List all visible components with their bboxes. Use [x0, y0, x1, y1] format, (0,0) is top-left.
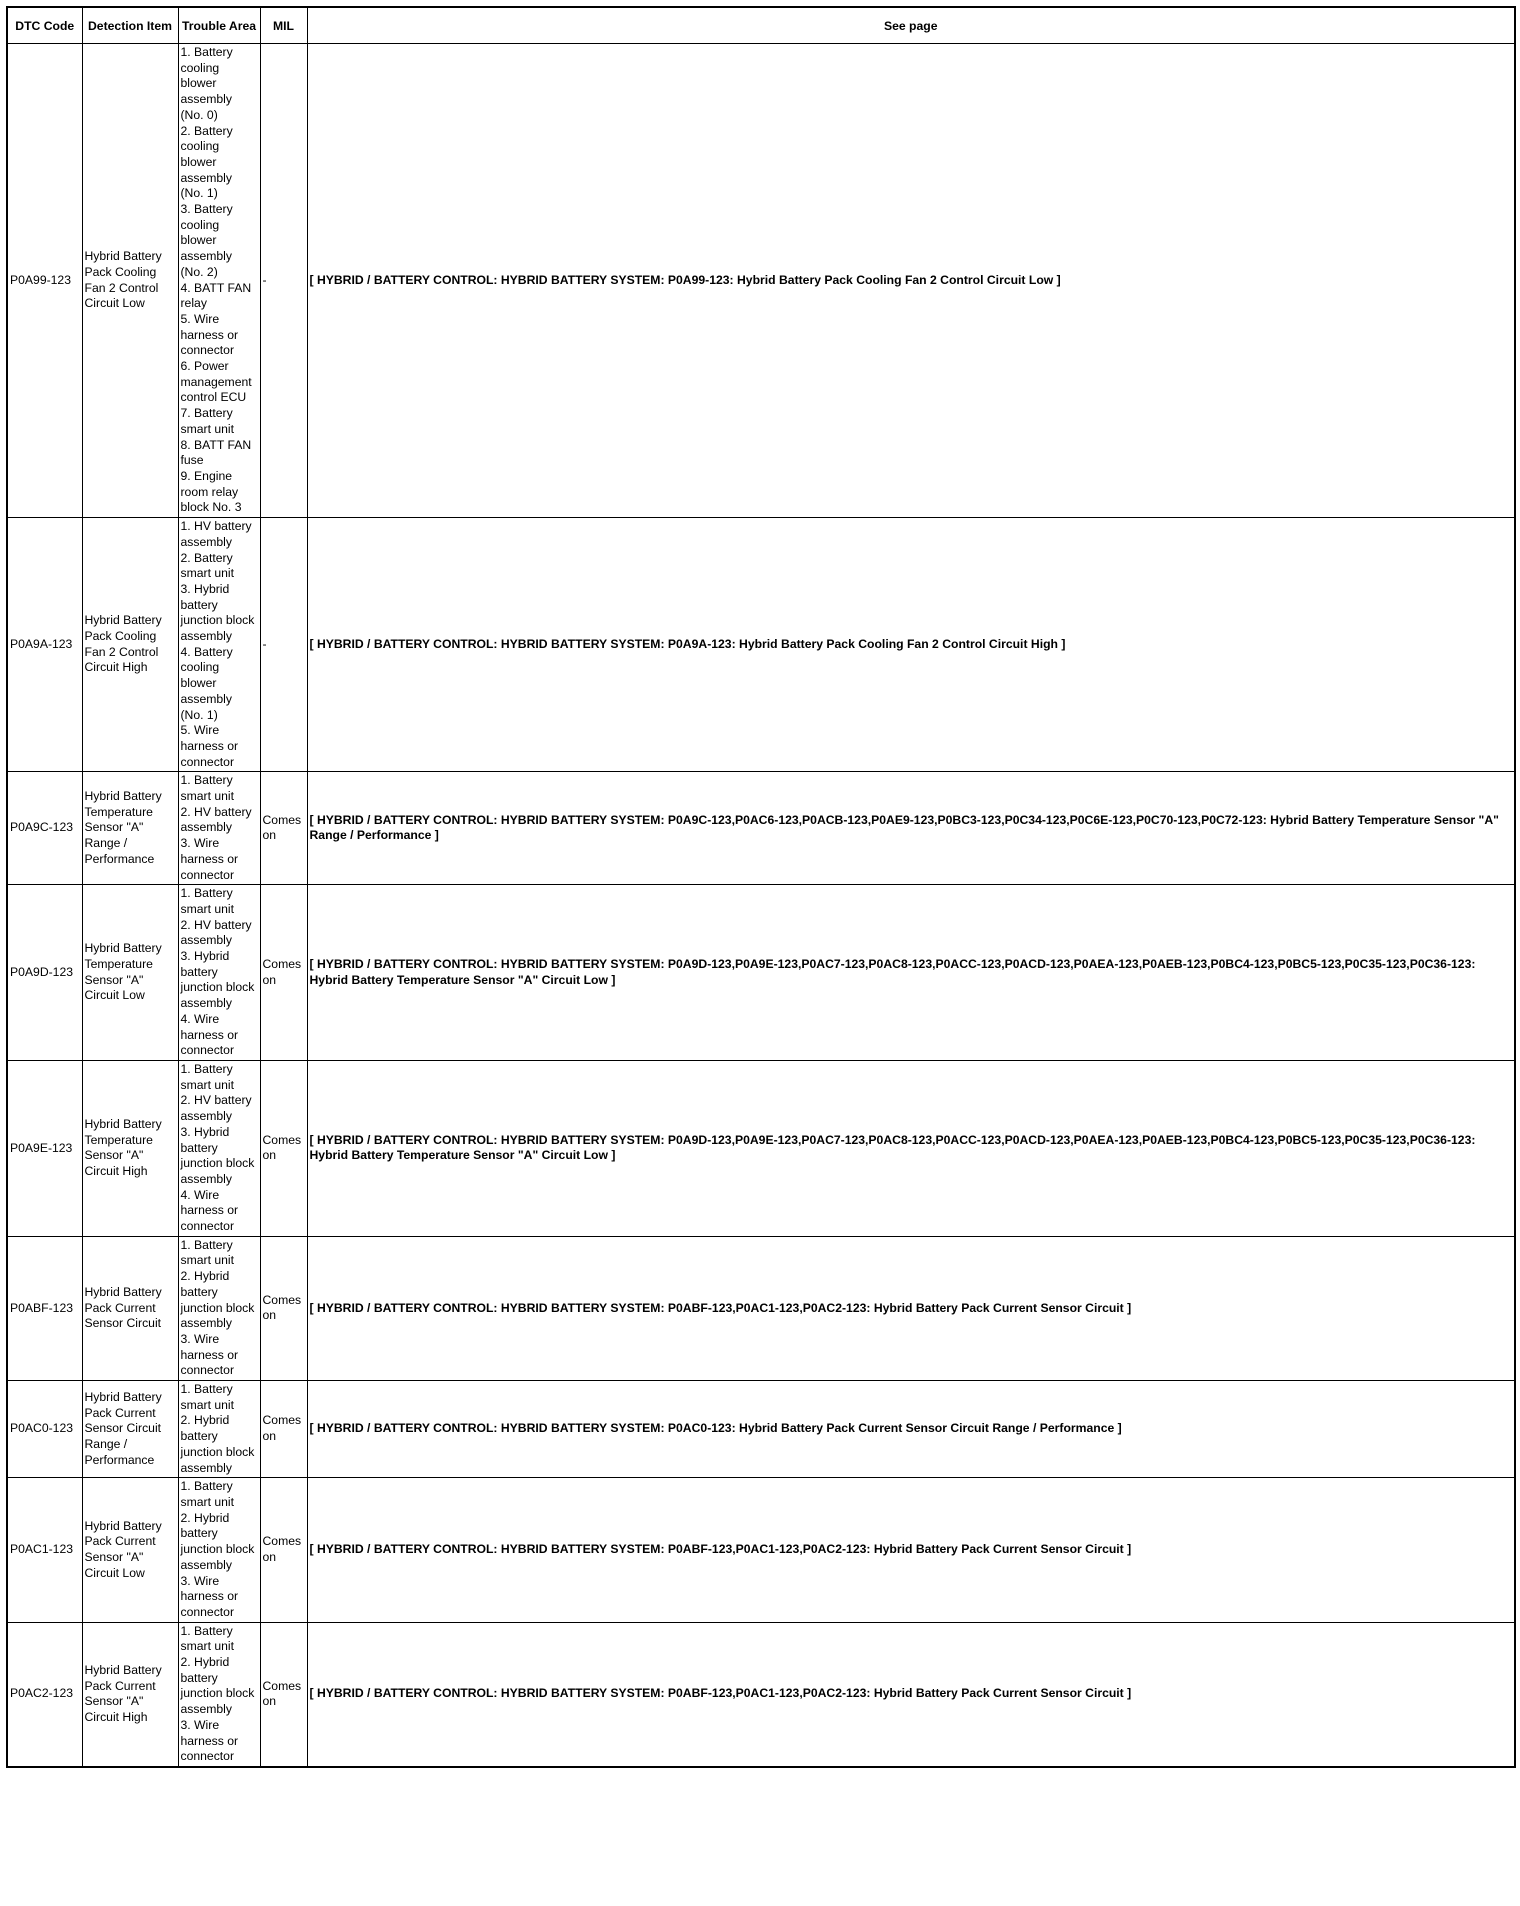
dtc-code-cell: P0A99-123 [7, 44, 82, 518]
trouble-area-item: 7. Battery smart unit [180, 406, 235, 436]
detection-item-cell: Hybrid Battery Temperature Sensor "A" Circuit High [82, 1061, 178, 1237]
trouble-area-cell [178, 518, 260, 772]
trouble-area-cell [178, 44, 260, 518]
detection-item-cell: Hybrid Battery Temperature Sensor "A" Range / Performance [82, 772, 178, 885]
trouble-area-item: 6. Power management control ECU [180, 359, 252, 405]
trouble-area-cell [178, 1236, 260, 1380]
table-row [7, 1061, 1515, 1237]
trouble-area-item: 2. HV battery assembly [180, 1093, 252, 1124]
mil-cell: Comes on [260, 885, 307, 1061]
trouble-area-item: 1. Battery smart unit [180, 773, 235, 804]
trouble-area-cell [178, 772, 260, 885]
dtc-code-cell: P0AC1-123 [7, 1478, 82, 1622]
trouble-area-item: 4. Battery cooling blower assembly (No. 1) [180, 644, 233, 722]
see-page-link[interactable]: [ HYBRID / BATTERY CONTROL: HYBRID BATTERY SYSTEM: P0A9D-123,P0A9E-123,P0AC7-123,P0AC8-123,P0ACC-123,P0ACD-123,P0AEA-123,P0AEB-123,P0BC4-123,P0BC5-123,P0C35-123,P0C36-123: Hybrid Battery Temperature Sensor "A" Circuit Low ] [307, 885, 1515, 1061]
trouble-area-item: 2. Hybrid battery junction block assembly [180, 1413, 255, 1475]
trouble-area-item: 5. Wire harness or connector [180, 723, 239, 769]
trouble-area-item: 3. Wire harness or connector [180, 836, 239, 882]
trouble-area-item: 4. BATT FAN relay [180, 280, 252, 311]
trouble-area-item: 2. HV battery assembly [180, 804, 252, 835]
trouble-area-item: 2. Hybrid battery junction block assembly [180, 1655, 255, 1717]
trouble-area-item: 2. Hybrid battery junction block assembly [180, 1269, 255, 1331]
trouble-area-item: 1. Battery smart unit [180, 1623, 235, 1654]
header-row [7, 7, 1515, 44]
trouble-area-item: 3. Wire harness or connector [180, 1331, 239, 1378]
header-mil: MIL [260, 7, 307, 44]
mil-cell: - [260, 44, 307, 518]
trouble-area-item: 1. Battery cooling blower assembly (No. 0) [180, 45, 233, 122]
see-page-link[interactable]: [ HYBRID / BATTERY CONTROL: HYBRID BATTERY SYSTEM: P0ABF-123,P0AC1-123,P0AC2-123: Hybrid Battery Pack Current Sensor Circuit ] [307, 1622, 1515, 1767]
detection-item-cell: Hybrid Battery Pack Current Sensor "A" Circuit Low [82, 1478, 178, 1622]
header-dtc-code: DTC Code [7, 7, 82, 44]
trouble-area-item: 2. Hybrid battery junction block assembly [180, 1510, 255, 1572]
trouble-area-item: 1. Battery smart unit [180, 1062, 235, 1092]
mil-cell: Comes on [260, 1622, 307, 1767]
trouble-area-item: 5. Wire harness or connector [180, 311, 239, 358]
see-page-link[interactable]: [ HYBRID / BATTERY CONTROL: HYBRID BATTERY SYSTEM: P0A9C-123,P0AC6-123,P0ACB-123,P0AE9-123,P0BC3-123,P0C34-123,P0C6E-123,P0C70-123,P0C72-123: Hybrid Battery Temperature Sensor "A" Range / Performance ] [307, 772, 1515, 885]
trouble-area-item: 2. Battery cooling blower assembly (No. 1) [180, 123, 233, 201]
table-row [7, 1478, 1515, 1622]
trouble-area-item: 1. Battery smart unit [180, 1479, 235, 1509]
mil-cell: Comes on [260, 1236, 307, 1380]
detection-item-cell: Hybrid Battery Pack Current Sensor Circuit [82, 1236, 178, 1380]
trouble-area-item: 3. Wire harness or connector [180, 1717, 239, 1764]
see-page-link[interactable]: [ HYBRID / BATTERY CONTROL: HYBRID BATTERY SYSTEM: P0A99-123: Hybrid Battery Pack Cooling Fan 2 Control Circuit Low ] [307, 44, 1515, 518]
table-row [7, 1381, 1515, 1478]
trouble-area-item: 4. Wire harness or connector [180, 1187, 239, 1234]
trouble-area-item: 2. HV battery assembly [180, 917, 252, 948]
table-row [7, 518, 1515, 772]
detection-item-cell: Hybrid Battery Pack Current Sensor Circuit Range / Performance [82, 1381, 178, 1478]
trouble-area-item: 3. Battery cooling blower assembly (No. 2) [180, 202, 233, 279]
see-page-link[interactable]: [ HYBRID / BATTERY CONTROL: HYBRID BATTERY SYSTEM: P0A9D-123,P0A9E-123,P0AC7-123,P0AC8-123,P0ACC-123,P0ACD-123,P0AEA-123,P0AEB-123,P0BC4-123,P0BC5-123,P0C35-123,P0C36-123: Hybrid Battery Temperature Sensor "A" Circuit Low ] [307, 1061, 1515, 1237]
dtc-code-cell: P0AC0-123 [7, 1381, 82, 1478]
mil-cell: Comes on [260, 1381, 307, 1478]
dtc-code-cell: P0A9A-123 [7, 518, 82, 772]
table-body [7, 44, 1515, 1767]
trouble-area-item: 1. Battery smart unit [180, 1237, 235, 1268]
table-row [7, 1236, 1515, 1380]
header-see-page: See page [307, 7, 1515, 44]
mil-cell: - [260, 518, 307, 772]
trouble-area-cell [178, 1381, 260, 1478]
see-page-link[interactable]: [ HYBRID / BATTERY CONTROL: HYBRID BATTERY SYSTEM: P0ABF-123,P0AC1-123,P0AC2-123: Hybrid Battery Pack Current Sensor Circuit ] [307, 1478, 1515, 1622]
see-page-link[interactable]: [ HYBRID / BATTERY CONTROL: HYBRID BATTERY SYSTEM: P0ABF-123,P0AC1-123,P0AC2-123: Hybrid Battery Pack Current Sensor Circuit ] [307, 1236, 1515, 1380]
detection-item-cell: Hybrid Battery Pack Current Sensor "A" Circuit High [82, 1622, 178, 1767]
header-detection-item: Detection Item [82, 7, 178, 44]
detection-item-cell: Hybrid Battery Pack Cooling Fan 2 Control Circuit High [82, 518, 178, 772]
mil-cell: Comes on [260, 1061, 307, 1237]
header-trouble-area: Trouble Area [178, 7, 260, 44]
trouble-area-item: 2. Battery smart unit [180, 550, 235, 581]
detection-item-cell: Hybrid Battery Pack Cooling Fan 2 Control Circuit Low [82, 44, 178, 518]
see-page-link[interactable]: [ HYBRID / BATTERY CONTROL: HYBRID BATTERY SYSTEM: P0A9A-123: Hybrid Battery Pack Cooling Fan 2 Control Circuit High ] [307, 518, 1515, 772]
dtc-table [6, 6, 1516, 1768]
dtc-code-cell: P0A9D-123 [7, 885, 82, 1061]
trouble-area-item: 1. HV battery assembly [180, 519, 252, 549]
trouble-area-item: 8. BATT FAN fuse [180, 437, 252, 468]
trouble-area-cell [178, 885, 260, 1061]
trouble-area-item: 1. Battery smart unit [180, 1382, 235, 1412]
trouble-area-item: 3. Hybrid battery junction block assembly [180, 581, 255, 644]
trouble-area-item: 9. Engine room relay block No. 3 [180, 468, 242, 515]
see-page-link[interactable]: [ HYBRID / BATTERY CONTROL: HYBRID BATTERY SYSTEM: P0AC0-123: Hybrid Battery Pack Current Sensor Circuit Range / Performance ] [307, 1381, 1515, 1478]
table-row [7, 1622, 1515, 1767]
mil-cell: Comes on [260, 1478, 307, 1622]
dtc-code-cell: P0AC2-123 [7, 1622, 82, 1767]
trouble-area-item: 3. Hybrid battery junction block assembly [180, 949, 255, 1011]
trouble-area-item: 3. Wire harness or connector [180, 1573, 239, 1619]
trouble-area-item: 4. Wire harness or connector [180, 1011, 239, 1058]
table-row [7, 44, 1515, 518]
trouble-area-item: 3. Hybrid battery junction block assembly [180, 1124, 255, 1186]
dtc-code-cell: P0A9C-123 [7, 772, 82, 885]
trouble-area-cell [178, 1622, 260, 1767]
trouble-area-cell [178, 1061, 260, 1237]
table-row [7, 885, 1515, 1061]
table-row [7, 772, 1515, 885]
trouble-area-cell [178, 1478, 260, 1622]
mil-cell: Comes on [260, 772, 307, 885]
trouble-area-item: 1. Battery smart unit [180, 886, 235, 916]
detection-item-cell: Hybrid Battery Temperature Sensor "A" Circuit Low [82, 885, 178, 1061]
dtc-code-cell: P0ABF-123 [7, 1236, 82, 1380]
dtc-code-cell: P0A9E-123 [7, 1061, 82, 1237]
